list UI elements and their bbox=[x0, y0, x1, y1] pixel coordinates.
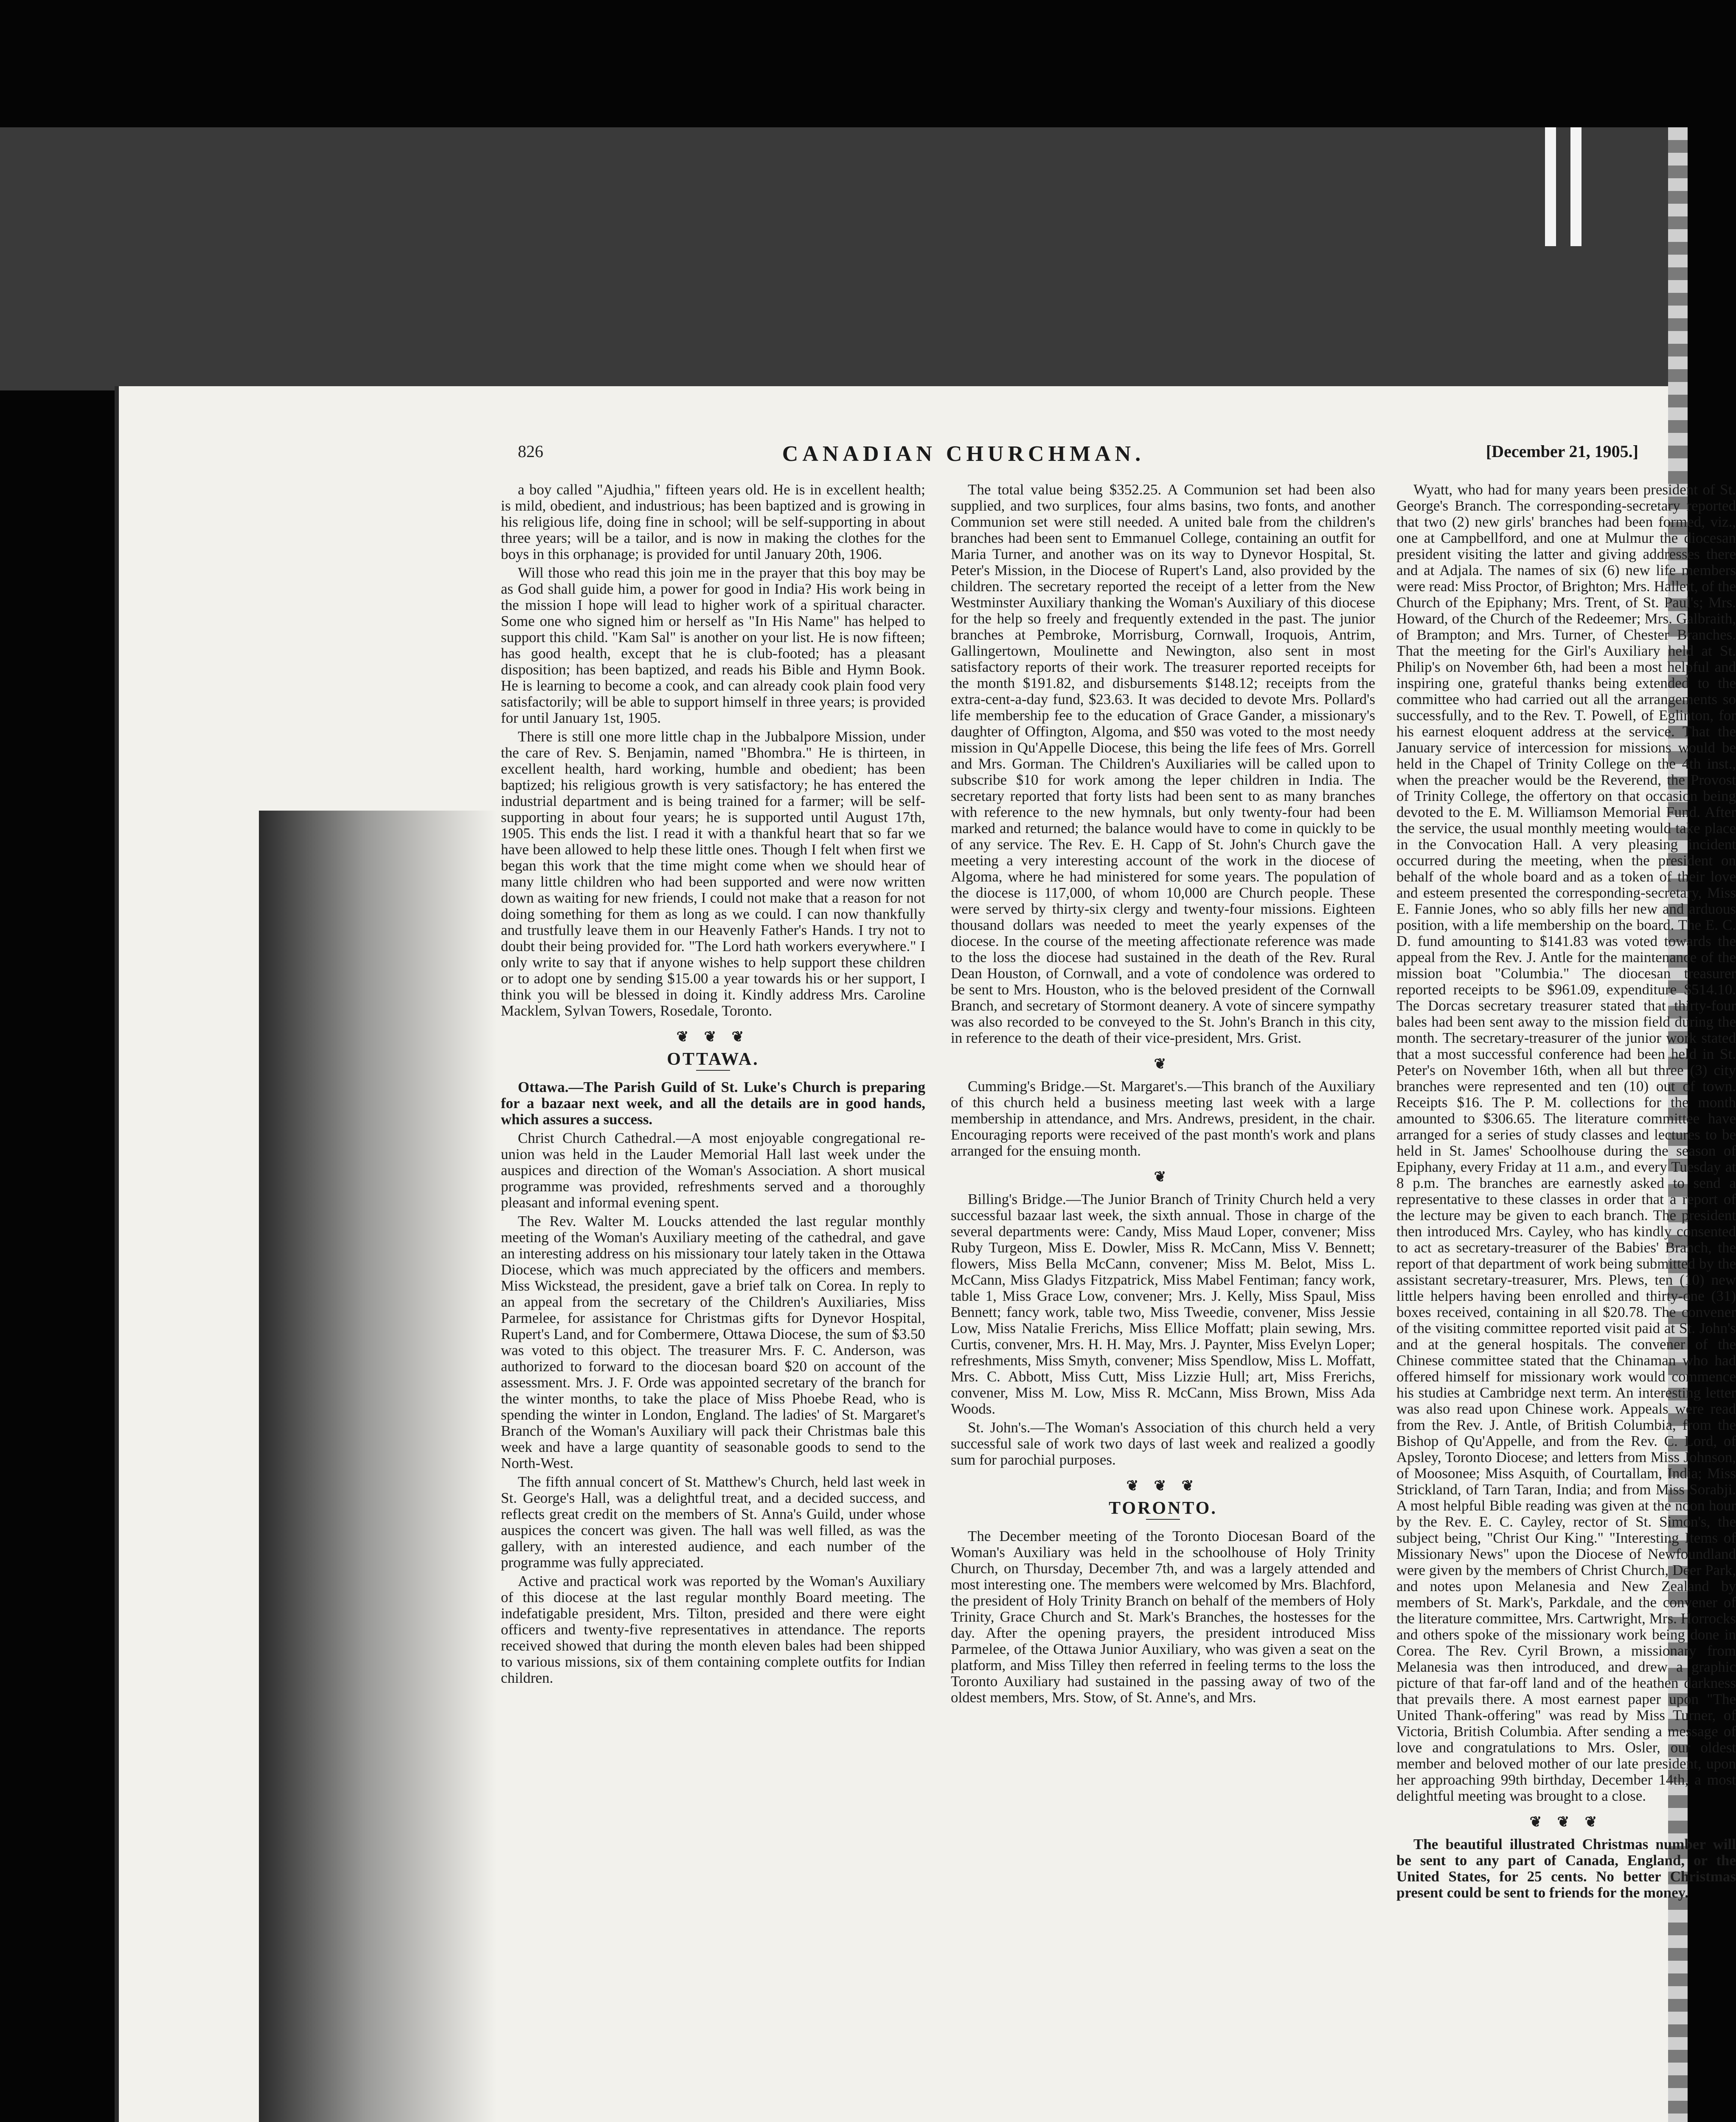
cumming-bridge-paragraph: Cumming's Bridge.—St. Margaret's.—This branch of the Auxiliary of this church held a business meeting last week with a large membership in attendance, and Mrs. Andrews, president, in the chair. Encouraging reports were received of the past month's work and plans arranged for the ensuing month. bbox=[951, 1078, 1375, 1159]
column-3 bbox=[1396, 482, 1736, 1903]
toronto-paragraph: The December meeting of the Toronto Diocesan Board of the Woman's Auxiliary was held in the schoolhouse of Holy Trinity Church, on Thursday, December 7th, and was a largely attended and most interesting one. The members were welcomed by Mrs. Blachford, the president of Holy Trinity Branch on behalf of the members of Holy Trinity, Grace Church and St. Mark's Branches, the hostesses for the day. After the opening prayers, the president introduced Miss Parmelee, of the Ottawa Junior Auxiliary, who was given a seat on the platform, and Miss Tilley then referred in feeling terms to the loss the Toronto Auxiliary had sustained in the passing away of two of the oldest members, Mrs. Stow, of St. Anne's, and Mrs. bbox=[951, 1528, 1375, 1706]
column-2 bbox=[951, 482, 1375, 1708]
section-divider: ❦ ❦ ❦ bbox=[1126, 1478, 1200, 1494]
page-number: 826 bbox=[518, 442, 543, 461]
section-divider: ❦ ❦ ❦ bbox=[1529, 1814, 1603, 1830]
article-paragraph: There is still one more little chap in the Jubbalpore Mission, under the care of Rev. S. Benjamin, named "Bhombra." He is thirteen, in excellent health, hard working, humble and obedient; has been baptized; his religious growth is very satisfactory; he has entered the industrial department and is being trained for a farmer; will be self-supporting in about four years; he is supported until August 17th, 1905. This ends the list. I read it with a thankful heart that so far we have been allowed to help these little ones. Though I felt when first we began this work that the time might come when we should hear of many little children who had been supported and were now written down as waiting for new friends, I could not make that a reason for not doing something for them as long as we could. I can now thankfully and trustfully leave them in our Heavenly Father's Hands. I try not to doubt their being provided for. "The Lord hath workers everywhere." I only write to say that if anyone wishes to help support these children or to adopt one by sending $15.00 a year towards his or her support, I think you will be blessed in doing it. Kindly address Mrs. Caroline Macklem, Sylvan Towers, Rosedale, Toronto. bbox=[501, 728, 925, 1019]
scanner-clip-right bbox=[1570, 127, 1582, 246]
christmas-number-notice: The beautiful illustrated Christmas number will be sent to any part of Canada, England, or the United States, for 25 cents. No better Christmas present could be sent to friends for the money. bbox=[1396, 1836, 1736, 1901]
section-title-toronto: TORONTO. bbox=[1109, 1499, 1217, 1518]
billing-bridge-paragraph: Billing's Bridge.—The Junior Branch of Trinity Church held a very successful bazaar last week, the sixth annual. Those in charge of the several departments were: Candy, Miss Maud Loper, convener; Miss Ruby Turgeon, Miss E. Dowler, Miss R. McCann, Miss V. Bennett; flowers, Miss Bella McCann, convener; Miss M. Belot, Miss L. McCann, Miss Gladys Fitzpatrick, Miss Mabel Fentiman; fancy work, table 1, Miss Grace Low, convener; Mrs. J. Kelly, Miss Spaul, Miss Bennett; fancy work, table two, Miss Tweedie, convener, Miss Jessie Low, Miss Natalie Frerichs, Miss Ellice Moffatt; plain sewing, Mrs. Curtis, convener, Mrs. H. H. May, Mrs. J. Paynter, Miss Evelyn Loper; refreshments, Miss Smyth, convener; Miss Spendlow, Miss L. Moffatt, Mrs. C. Abbott, Miss Cutt, Miss Lizzie Hull; art, Miss Frerichs, convener, Miss M. Low, Miss R. McCann, Miss Brown, Miss Ada Woods. bbox=[951, 1191, 1375, 1417]
section-title-ottawa: OTTAWA. bbox=[667, 1050, 759, 1069]
section-divider: ❦ ❦ ❦ bbox=[676, 1029, 750, 1045]
column-1 bbox=[501, 482, 925, 1689]
section-divider: ❦ bbox=[1154, 1169, 1172, 1185]
article-paragraph: The Rev. Walter M. Loucks attended the last regular monthly meeting of the Woman's Auxiliary meeting of the cathedral, and gave an interesting address on his missionary tour lately taken in the Ottawa Diocese, which was much appreciated by the officers and members. Miss Wickstead, the president, gave a brief talk on Corea. In reply to an appeal from the secretary of the Children's Auxiliaries, Miss Parmelee, for assistance for Christmas gifts for Dynevor Hospital, Rupert's Land, and for Combermere, Ottawa Diocese, the sum of $3.50 was voted to this object. The treasurer Mrs. F. C. Anderson, was authorized to forward to the diocesan board $20 on account of the assessment. Mrs. J. F. Orde was appointed secretary of the branch for the winter months, to take the place of Miss Phoebe Read, who is spending the winter in London, England. The ladies' of St. Margaret's Branch of the Woman's Auxiliary will pack their Christmas bale this week and have a large quantity of seasonable goods to send to the North-West. bbox=[501, 1213, 925, 1471]
ottawa-lead-paragraph: Ottawa.—The Parish Guild of St. Luke's Church is preparing for a bazaar next week, and all the details are in good hands, which assures a success. bbox=[501, 1079, 925, 1128]
article-paragraph: Will those who read this join me in the prayer that this boy may be as God shall guide him, a power for good in India? His work being in the mission I hope will lead to higher work of a spiritual character. Some one who signed him or herself as "In His Name" has helped to support this child. "Kam Sal" is another on your list. He is now fifteen; has good health, except that he is club-footed; has a pleasant disposition; has been baptized, and reads his Bible and Hymn Book. He is learning to become a cook, and can already cook plain food very satisfactorily; will be able to support himself in three years; is provided for until January 1st, 1905. bbox=[501, 564, 925, 726]
page-header bbox=[259, 441, 1668, 480]
spine-shadow bbox=[259, 811, 497, 2122]
st-johns-paragraph: St. John's.—The Woman's Association of this church held a very successful sale of work two days of last week and realized a goodly sum for parochial purposes. bbox=[951, 1419, 1375, 1468]
article-paragraph: a boy called "Ajudhia," fifteen years old. He is in excellent health; is mild, obedient, and industrious; has been baptized and is growing in his religious life, doing fine in school; will be self-supporting in about three years; will be a tailor, and is now in making the clothes for the boys in this orphanage; is provided for until January 20th, 1906. bbox=[501, 481, 925, 562]
journal-title: CANADIAN CHURCHMAN. bbox=[782, 442, 1145, 466]
newspaper-page bbox=[119, 386, 1736, 2122]
scanner-background bbox=[0, 127, 1688, 390]
issue-date: [December 21, 1905.] bbox=[1486, 442, 1638, 461]
section-divider: ❦ bbox=[1154, 1056, 1172, 1072]
article-paragraph: Active and practical work was reported by the Woman's Auxiliary of this diocese at the last regular monthly Board meeting. The indefatigable president, Mrs. Tilton, presided and there were eight officers and twenty-five representatives in attendance. The reports received showed that during the month eleven bales had been shipped to various missions, six of them containing complete outfits for Indian children. bbox=[501, 1573, 925, 1686]
article-paragraph: The fifth annual concert of St. Matthew's Church, held last week in St. George's Hall, was a delightful treat, and a decided success, and reflects great credit on the members of St. Anna's Guild, under whose auspices the concert was given. The hall was well filled, as was the gallery, with an interested audience, and each number of the programme was fully appreciated. bbox=[501, 1474, 925, 1571]
section-rule bbox=[696, 1070, 730, 1071]
section-rule bbox=[1146, 1519, 1180, 1520]
scanner-clip-left bbox=[1545, 127, 1556, 246]
article-paragraph: The total value being $352.25. A Communion set had been also supplied, and two surplices, four alms basins, two fonts, and another Communion set were still needed. A united bale from the children's branches had been sent to Emmanuel College, containing an outfit for Maria Turner, and another was on its way to Dynevor Hospital, St. Peter's Mission, in the Diocese of Rupert's Land, also provided by the children. The secretary reported the receipt of a letter from the New Westminster Auxiliary thanking the Woman's Auxiliary of this diocese for the help so freely and frequently extended in the past. The junior branches at Pembroke, Morrisburg, Cornwall, Iroquois, Antrim, Gallingertown, Moulinette and Newington, also sent in most satisfactory reports of their work. The treasurer reported receipts for the month $191.82, and disbursements $148.12; receipts from the extra-cent-a-day fund, $23.63. It was decided to devote Mrs. Pollard's life membership fee to the education of Grace Gander, a missionary's daughter of Offington, Algoma, and $50 was voted to the most needy mission in Qu'Appelle Diocese, this being the life fees of Mrs. Gorrell and Mrs. Gorman. The Children's Auxiliaries will be called upon to subscribe $10 for work among the leper children in India. The secretary reported that forty lists had been sent to as many branches with reference to the new hymnals, but only twenty-four had been marked and returned; the balance would have to come in quickly to be of any service. The Rev. E. H. Capp of St. John's Church gave the meeting a very interesting account of the work in the diocese of Algoma, where he had ministered for some years. The population of the diocese is 117,000, of whom 10,000 are Church people. These were served by thirty-six clergy and twenty-four missions. Eighteen thousand dollars was needed to meet the yearly expenses of the diocese. In the course of the meeting affectionate reference was made to the loss the diocese had sustained in the death of the Rev. Rural Dean Houston, of Cornwall, and a vote of condolence was ordered to be sent to Mrs. Houston, who is the beloved president of the Cornwall Branch, and secretary of Stormont deanery. A vote of sincere sympathy was also recorded to be conveyed to the St. John's Branch in this city, in reference to the death of their vice-president, Mrs. Grist. bbox=[951, 481, 1375, 1046]
article-paragraph: Wyatt, who had for many years been president of St. George's Branch. The corresponding-secretary reported that two (2) new girls' branches had been formed, viz., one at Campbellford, and one at Mulmur the diocesan president visiting the latter and giving addresses there and at Adjala. The names of six (6) new life members were read: Miss Proctor, of Brighton; Mrs. Hallett, of the Church of the Epiphany; Mrs. Trent, of St. Paul's; Mrs. Howard, of the Church of the Redeemer; Mrs. Galbraith, of Brampton; and Mrs. Turner, of Chester Branches. That the meeting for the Girl's Auxiliary held at St. Philip's on November 6th, had been a most helpful and inspiring one, grateful thanks being extended to the committee who had carried out all the arrangements so successfully, and to the Rev. T. Powell, of Eglinton, for his earnest eloquent address at the service. That the January service of intercession for missions would be held in the Chapel of Trinity College on the 4th inst., when the preacher would be the Reverend, the Provost of Trinity College, the offertory on that occasion being devoted to the E. M. Williamson Memorial Fund. After the service, the usual monthly meeting would take place in the Convocation Hall. A very pleasing incident occurred during the meeting, when the president on behalf of the whole board and as a token of their love and esteem presented the corresponding-secretary, Miss E. Fannie Jones, who so ably fills her new and arduous position, with a life membership on the board. The E. C. D. fund amounting to $141.83 was voted towards the appeal from the Rev. J. Antle for the maintenance of the mission boat "Columbia." The diocesan treasurer reported receipts to be $961.09, expenditure $514.10. The Dorcas secretary treasurer stated that thirty-four bales had been sent away to the mission field during the month. The secretary-treasurer of the junior work stated that a most successful conference had been held in St. Peter's on November 16th, when all but three (3) city branches were represented and ten (10) out of town. Receipts $16. The P. M. collections for the month amounted to $306.65. The literature committee have arranged for a series of study classes and lectures to be held in St. James' Schoolhouse during the season of Epiphany, every Friday at 11 a.m., and every Tuesday at 8 p.m. The branches are earnestly asked to send a representative to these classes in order that a report of the lecture may be given to each branch. The president then introduced Mrs. Cayley, who has kindly consented to act as secretary-treasurer of the Babies' Branch, the report of that department of work being submitted by the assistant secretary-treasurer, Mrs. Plews, ten (10) new little helpers having been enrolled and thirty-one (31) boxes received, containing in all $20.78. The convener of the visiting committee reported visit paid at St. John's and at the general hospitals. The convener of the Chinese committee stated that the Chinaman who had offered himself for missionary work would commence his studies at Cambridge next term. An interesting letter was also read upon Chinese work. Appeals were read from the Rev. J. Antle, of British Columbia, from the Bishop of Qu'Appelle, and from the Rev. C. Lord, of Apsley, Toronto Diocese; and letters from Miss Johnson, of Moosonee; Miss Asquith, of Courtallam, India; Miss Strickland, of Tarn Taran, India; and from Miss Sorabji. A most helpful Bible reading was given at the noon hour by the Rev. E. C. Cayley, rector of St. Simon's, the subject being, "Christ Our King." "Interesting Items of Missionary News" upon the Diocese of Newfoundland were given by the members of Christ Church, Deer Park, and notes upon Melanesia and New Zealand by members of St. Mark's, Parkdale, and the convener of the literature committee, Mrs. Cartwright, Mrs. Horrocks and others spoke of the missionary work being done in Corea. The Rev. Cyril Brown, a missionary from Melanesia was then introduced, and drew a graphic picture of that far-off land and of the heathen darkness that prevails there. A most earnest paper upon "The United Thank-offering" was read by Miss Turner, of Victoria, British Columbia. After sending a message of love and congratulations to Mrs. Osler, our oldest member and beloved mother of our late president, upon her approaching 99th birthday, December 14th, a most delightful meeting was brought to a close. bbox=[1396, 481, 1736, 1804]
article-paragraph: Christ Church Cathedral.—A most enjoyable congregational re-union was held in the Lauder Memorial Hall last week under the auspices and direction of the Woman's Association. A short musical programme was provided, refreshments served and a thoroughly pleasant and informal evening spent. bbox=[501, 1130, 925, 1211]
